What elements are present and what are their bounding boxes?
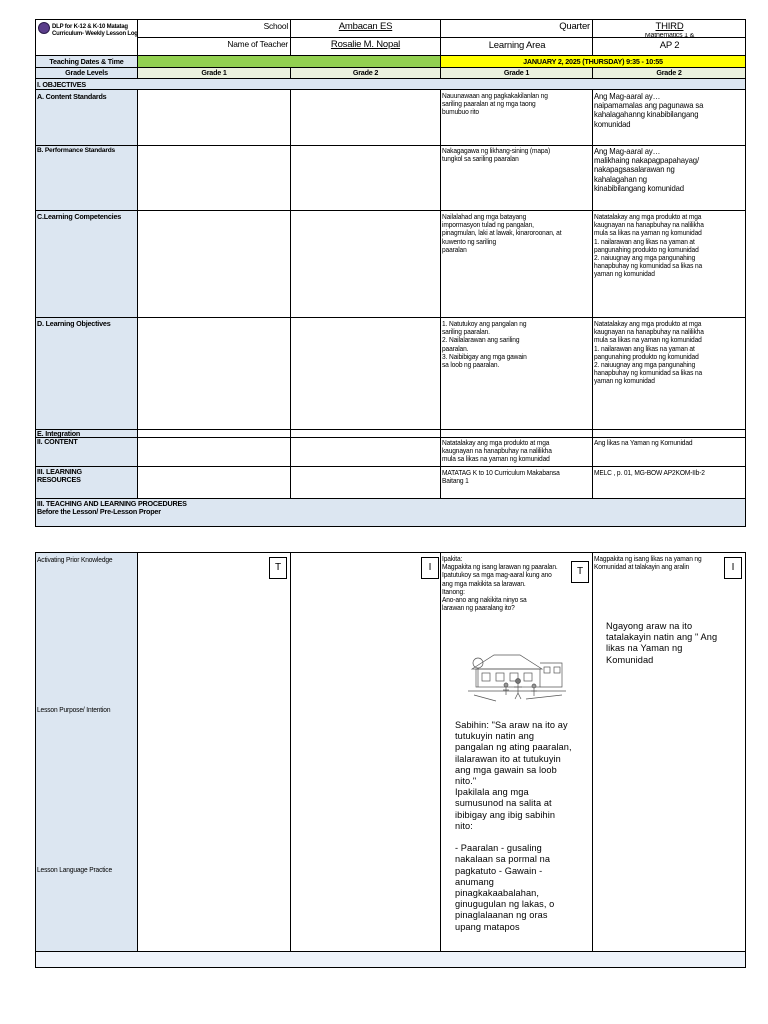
learning-objectives-g2: Natatalakay ang mga produkto at mga kaugnayan na hanapbuhay na nalilikha mula sa likas na yaman ng komunidad 1. nailarawan ang likas na yaman at pangunahing produkto ng komunidad 2. naiuugnay ang mga pangunahing hanapbuhay ng komunidad sa likas na yaman ng komunidad <box>594 319 704 386</box>
content-standards-g2: Ang Mag-aaral ay… naipamamalas ang pagunawa sa kahalagahanng kinabibilangang komunidad <box>594 91 704 129</box>
learning-area-top: Mathematics 1 & <box>644 33 695 38</box>
activating-g2: Magpakita ng isang likas na yaman ng Komunidad at talakayin ang aralin <box>594 554 702 572</box>
performance-standards-g2: Ang Mag-aaral ay… malikhaing nakapagpapahayag/ nakapagsasalarawan ng kahalagahan ng kinabibilangang komunidad <box>594 146 699 193</box>
dates-label: Teaching Dates & Time <box>49 57 124 66</box>
performance-standards-g1: Nakagagawa ng likhang-sining (mapa) tungkol sa sariling paaralan <box>442 146 551 164</box>
procedures-heading: III. TEACHING AND LEARNING PROCEDURES <box>37 499 187 508</box>
procedures-grid <box>35 552 746 968</box>
before-lesson-heading: Before the Lesson/ Pre-Lesson Proper <box>37 507 161 516</box>
purpose-label: Lesson Purpose/ Intention <box>37 705 111 714</box>
grade-label-1: Grade 1 <box>201 68 227 77</box>
mark-box-g2: I <box>421 557 439 579</box>
competencies-g2: Natatalakay ang mga produkto at mga kaugnayan na hanapbuhay na nalilikha mula sa likas na yaman ng komunidad 1. nailarawan ang likas na yaman at pangunahing produkto ng komunidad 2. naiuugnay ang mga pangunahing hanapbuhay ng komunidad sa likas na yaman ng komunidad <box>594 212 704 279</box>
dates-value: JANUARY 2, 2025 (THURSDAY) 9:35 - 10:55 <box>523 57 663 66</box>
deped-logo-icon <box>38 22 50 34</box>
grade-levels-label: Grade Levels <box>65 68 108 77</box>
grade-label-3: Grade 1 <box>503 68 530 77</box>
grade-label-4: Grade 2 <box>656 68 682 77</box>
objectives-heading: I. OBJECTIVES <box>37 80 86 89</box>
competencies-g1: Nailalahad ang mga batayang impormasyon tulad ng pangalan, pinagmulan, laki at lawak, kinaroroonan, at kuwento ng sariling paaralan <box>442 212 562 254</box>
language-label: Lesson Language Practice <box>37 865 112 874</box>
g1-callout: Sabihin: "Sa araw na ito ay tutukuyin natin ang pangalan ng ating paaralan, ilalarawan ito at tutukuyin ang mga gawain sa loob nito." Ipakilala ang mga sumusunod na salita at ibibigay ang ibig sabihin nito: - Paaralan - gusaling nakalaan sa pormal na pagkatuto - Gawain - anumang pinagkakaabalahan, ginugugulan ng lakas, o pinaglalaanan ng oras upang matapos <box>455 720 572 932</box>
school-sketch-image <box>466 641 568 705</box>
mark-box-g1: T <box>269 557 287 579</box>
content-label: II. CONTENT <box>37 437 78 446</box>
learning-area-value: AP 2 <box>659 40 680 51</box>
teacher-value: Rosalie M. Nopal <box>330 39 401 50</box>
learning-area-label: Learning Area <box>488 40 546 51</box>
g2-callout: Ngayong araw na ito tatalakayin natin ang " Ang likas na Yaman ng Komunidad <box>606 621 718 665</box>
content-standards-g1: Nauunawaan ang pagkakakilanlan ng sariling paaralan at ng mga taong bumubuo rito <box>442 91 548 117</box>
quarter-label: Quarter <box>559 21 590 32</box>
grade-label-2: Grade 2 <box>352 68 379 77</box>
teacher-label: Name of Teacher <box>227 39 288 49</box>
learning-objectives-g1: 1. Natutukoy ang pangalan ng sariling paaralan. 2. Nailalarawan ang sariling paaralan. 3. Naibibigay ang mga gawain sa loob ng paaralan. <box>442 319 527 370</box>
school-label: School <box>263 21 288 31</box>
competencies-label: C.Learning Competencies <box>37 212 122 221</box>
activating-g1: Ipakita: Magpakita ng isang larawan ng paaralan. Ipatutukoy sa mga mag-aaral kung ano ang mga makikita sa larawan. Itanong: Ano-ano ang nakikita ninyo sa larawan ng paaralang ito? <box>442 554 558 613</box>
content-g1: Natatalakay ang mga produkto at mga kaugnayan na hanapbuhay na nalilikha mula sa likas na yaman ng komunidad <box>442 439 552 464</box>
mark-box-g3: T <box>571 561 589 583</box>
integration-label: E. Integration <box>37 429 81 438</box>
footer-row <box>36 952 745 967</box>
logo-label: DLP for K-12 & K-10 Matatag Curriculum- Weekly Lesson Log <box>52 24 138 37</box>
performance-standards-label: B. Performance Standards <box>37 147 116 154</box>
content-g2: Ang likas na Yaman ng Komunidad <box>594 438 693 447</box>
resources-g1: MATATAG K to 10 Curriculum Makabansa Baitang 1 <box>442 468 560 486</box>
school-value: Ambacan ES <box>338 21 393 32</box>
content-standards-label: A. Content Standards <box>37 92 107 101</box>
learning-objectives-label: D. Learning Objectives <box>37 319 111 328</box>
activating-label: Activating Prior Knowledge <box>37 555 113 564</box>
resources-label: III. LEARNING RESOURCES <box>37 467 82 484</box>
resources-g2: MELC , p. 01, MG-BOW AP2KOM-IIb-2 <box>594 468 705 477</box>
mark-box-g4: I <box>724 557 742 579</box>
quarter-value: THIRD <box>655 21 684 32</box>
procedures-label-column <box>36 553 137 951</box>
